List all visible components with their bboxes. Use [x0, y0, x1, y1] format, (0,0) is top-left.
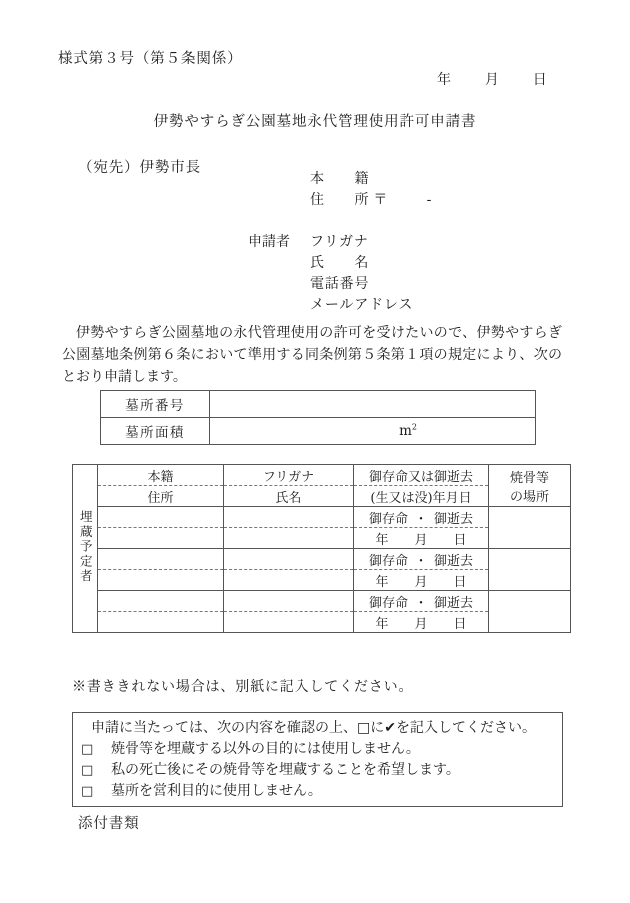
phone-label: 電話番号 [310, 276, 370, 292]
checkbox-icon[interactable]: □ [81, 742, 94, 757]
list-item[interactable] [73, 780, 562, 801]
row2-place-input[interactable] [489, 549, 571, 591]
field-honseki [248, 168, 432, 189]
confirmation-item-label: 私の死亡後にその焼骨等を埋蔵することを希望します。 [111, 762, 460, 778]
table-row [101, 391, 536, 418]
burial-vertical-label: 埋蔵予定者 [73, 465, 98, 633]
row3-address-input[interactable] [98, 612, 224, 633]
row3-honseki-input[interactable] [98, 591, 224, 612]
grave-info-table [100, 390, 536, 445]
applicant-lead-label: 申請者 [248, 234, 290, 250]
header-name: 氏名 [224, 486, 354, 507]
header-place: 焼骨等 の場所 [489, 465, 571, 507]
field-email [248, 294, 432, 315]
checkbox-icon[interactable]: □ [81, 763, 94, 778]
area-unit: $m^2$ [399, 422, 417, 440]
confirmation-item-label: 墓所を営利目的に使用しません。 [111, 783, 322, 799]
confirmation-intro: 申請に当たっては、次の内容を確認の上、□に✔を記入してください。 [91, 720, 536, 736]
row1-date-input[interactable]: 年 月 日 [354, 528, 489, 549]
body-paragraph [62, 322, 562, 388]
date-month-label: 月 [484, 72, 500, 88]
header-date-top: 御存命又は御逝去 [354, 465, 489, 486]
row1-place-input[interactable] [489, 507, 571, 549]
table-row [73, 591, 571, 612]
grave-number-value[interactable] [210, 391, 536, 418]
table-row [73, 507, 571, 528]
table-header-row-top [73, 465, 571, 486]
table-row [101, 418, 536, 445]
document-title: 伊勢やすらぎ公園墓地永代管理使用許可申請書 [153, 114, 477, 130]
honseki-label: 本 籍 [310, 171, 370, 187]
grave-number-label: 墓所番号 [101, 391, 210, 418]
postal-dash: - [426, 192, 433, 208]
row2-furigana-input[interactable] [224, 549, 354, 570]
date-line [437, 69, 548, 89]
row2-date-input[interactable]: 年 月 日 [354, 570, 489, 591]
postal-mark-icon: 〒 [373, 192, 389, 208]
name-label: 氏 名 [310, 255, 370, 271]
row3-furigana-input[interactable] [224, 591, 354, 612]
row3-name-input[interactable] [224, 612, 354, 633]
address-label: 住 所 [310, 192, 370, 208]
applicant-block [248, 168, 432, 315]
checkbox-icon[interactable]: □ [81, 784, 94, 799]
date-day-label: 日 [532, 72, 548, 88]
field-furigana [248, 231, 432, 252]
confirmation-box [72, 712, 563, 807]
row2-name-input[interactable] [224, 570, 354, 591]
row3-status-select[interactable]: 御存命 ・ 御逝去 [354, 591, 489, 612]
row1-address-input[interactable] [98, 528, 224, 549]
postal-group [373, 189, 432, 209]
row2-address-input[interactable] [98, 570, 224, 591]
row1-honseki-input[interactable] [98, 507, 224, 528]
header-honseki: 本籍 [98, 465, 224, 486]
field-phone [248, 273, 432, 294]
grave-area-label: 墓所面積 [101, 418, 210, 445]
list-item[interactable] [73, 738, 562, 759]
overflow-note: ※書ききれない場合は、別紙に記入してください。 [72, 679, 414, 695]
body-paragraph-text: 伊勢やすらぎ公園墓地の永代管理使用の許可を受けたいので、伊勢やすらぎ公園墓地条例第６条において準用する同条例第５条第１項の規定により、次のとおり申請します。 [62, 325, 562, 385]
form-number: 様式第３号（第５条関係） [58, 51, 243, 67]
list-item[interactable] [73, 759, 562, 780]
table-row [73, 549, 571, 570]
row3-date-input[interactable]: 年 月 日 [354, 612, 489, 633]
field-address [248, 189, 432, 210]
date-year-label: 年 [437, 72, 452, 88]
header-furigana: フリガナ [224, 465, 354, 486]
confirmation-item-label: 焼骨等を埋蔵する以外の目的には使用しません。 [111, 741, 420, 757]
grave-area-value[interactable] [210, 418, 536, 445]
row3-place-input[interactable] [489, 591, 571, 633]
attachments-label: 添付書類 [78, 816, 140, 832]
addressee: （宛先）伊勢市長 [78, 160, 201, 176]
burial-persons-table [72, 464, 571, 633]
header-address: 住所 [98, 486, 224, 507]
field-name [248, 252, 432, 273]
row2-status-select[interactable]: 御存命 ・ 御逝去 [354, 549, 489, 570]
row1-furigana-input[interactable] [224, 507, 354, 528]
email-label: メールアドレス [310, 297, 414, 313]
row1-status-select[interactable]: 御存命 ・ 御逝去 [354, 507, 489, 528]
confirmation-list [73, 738, 562, 801]
applicant-gap [248, 210, 432, 231]
row2-honseki-input[interactable] [98, 549, 224, 570]
header-date-bottom: (生又は没)年月日 [354, 486, 489, 507]
row1-name-input[interactable] [224, 528, 354, 549]
furigana-label: フリガナ [310, 234, 369, 250]
